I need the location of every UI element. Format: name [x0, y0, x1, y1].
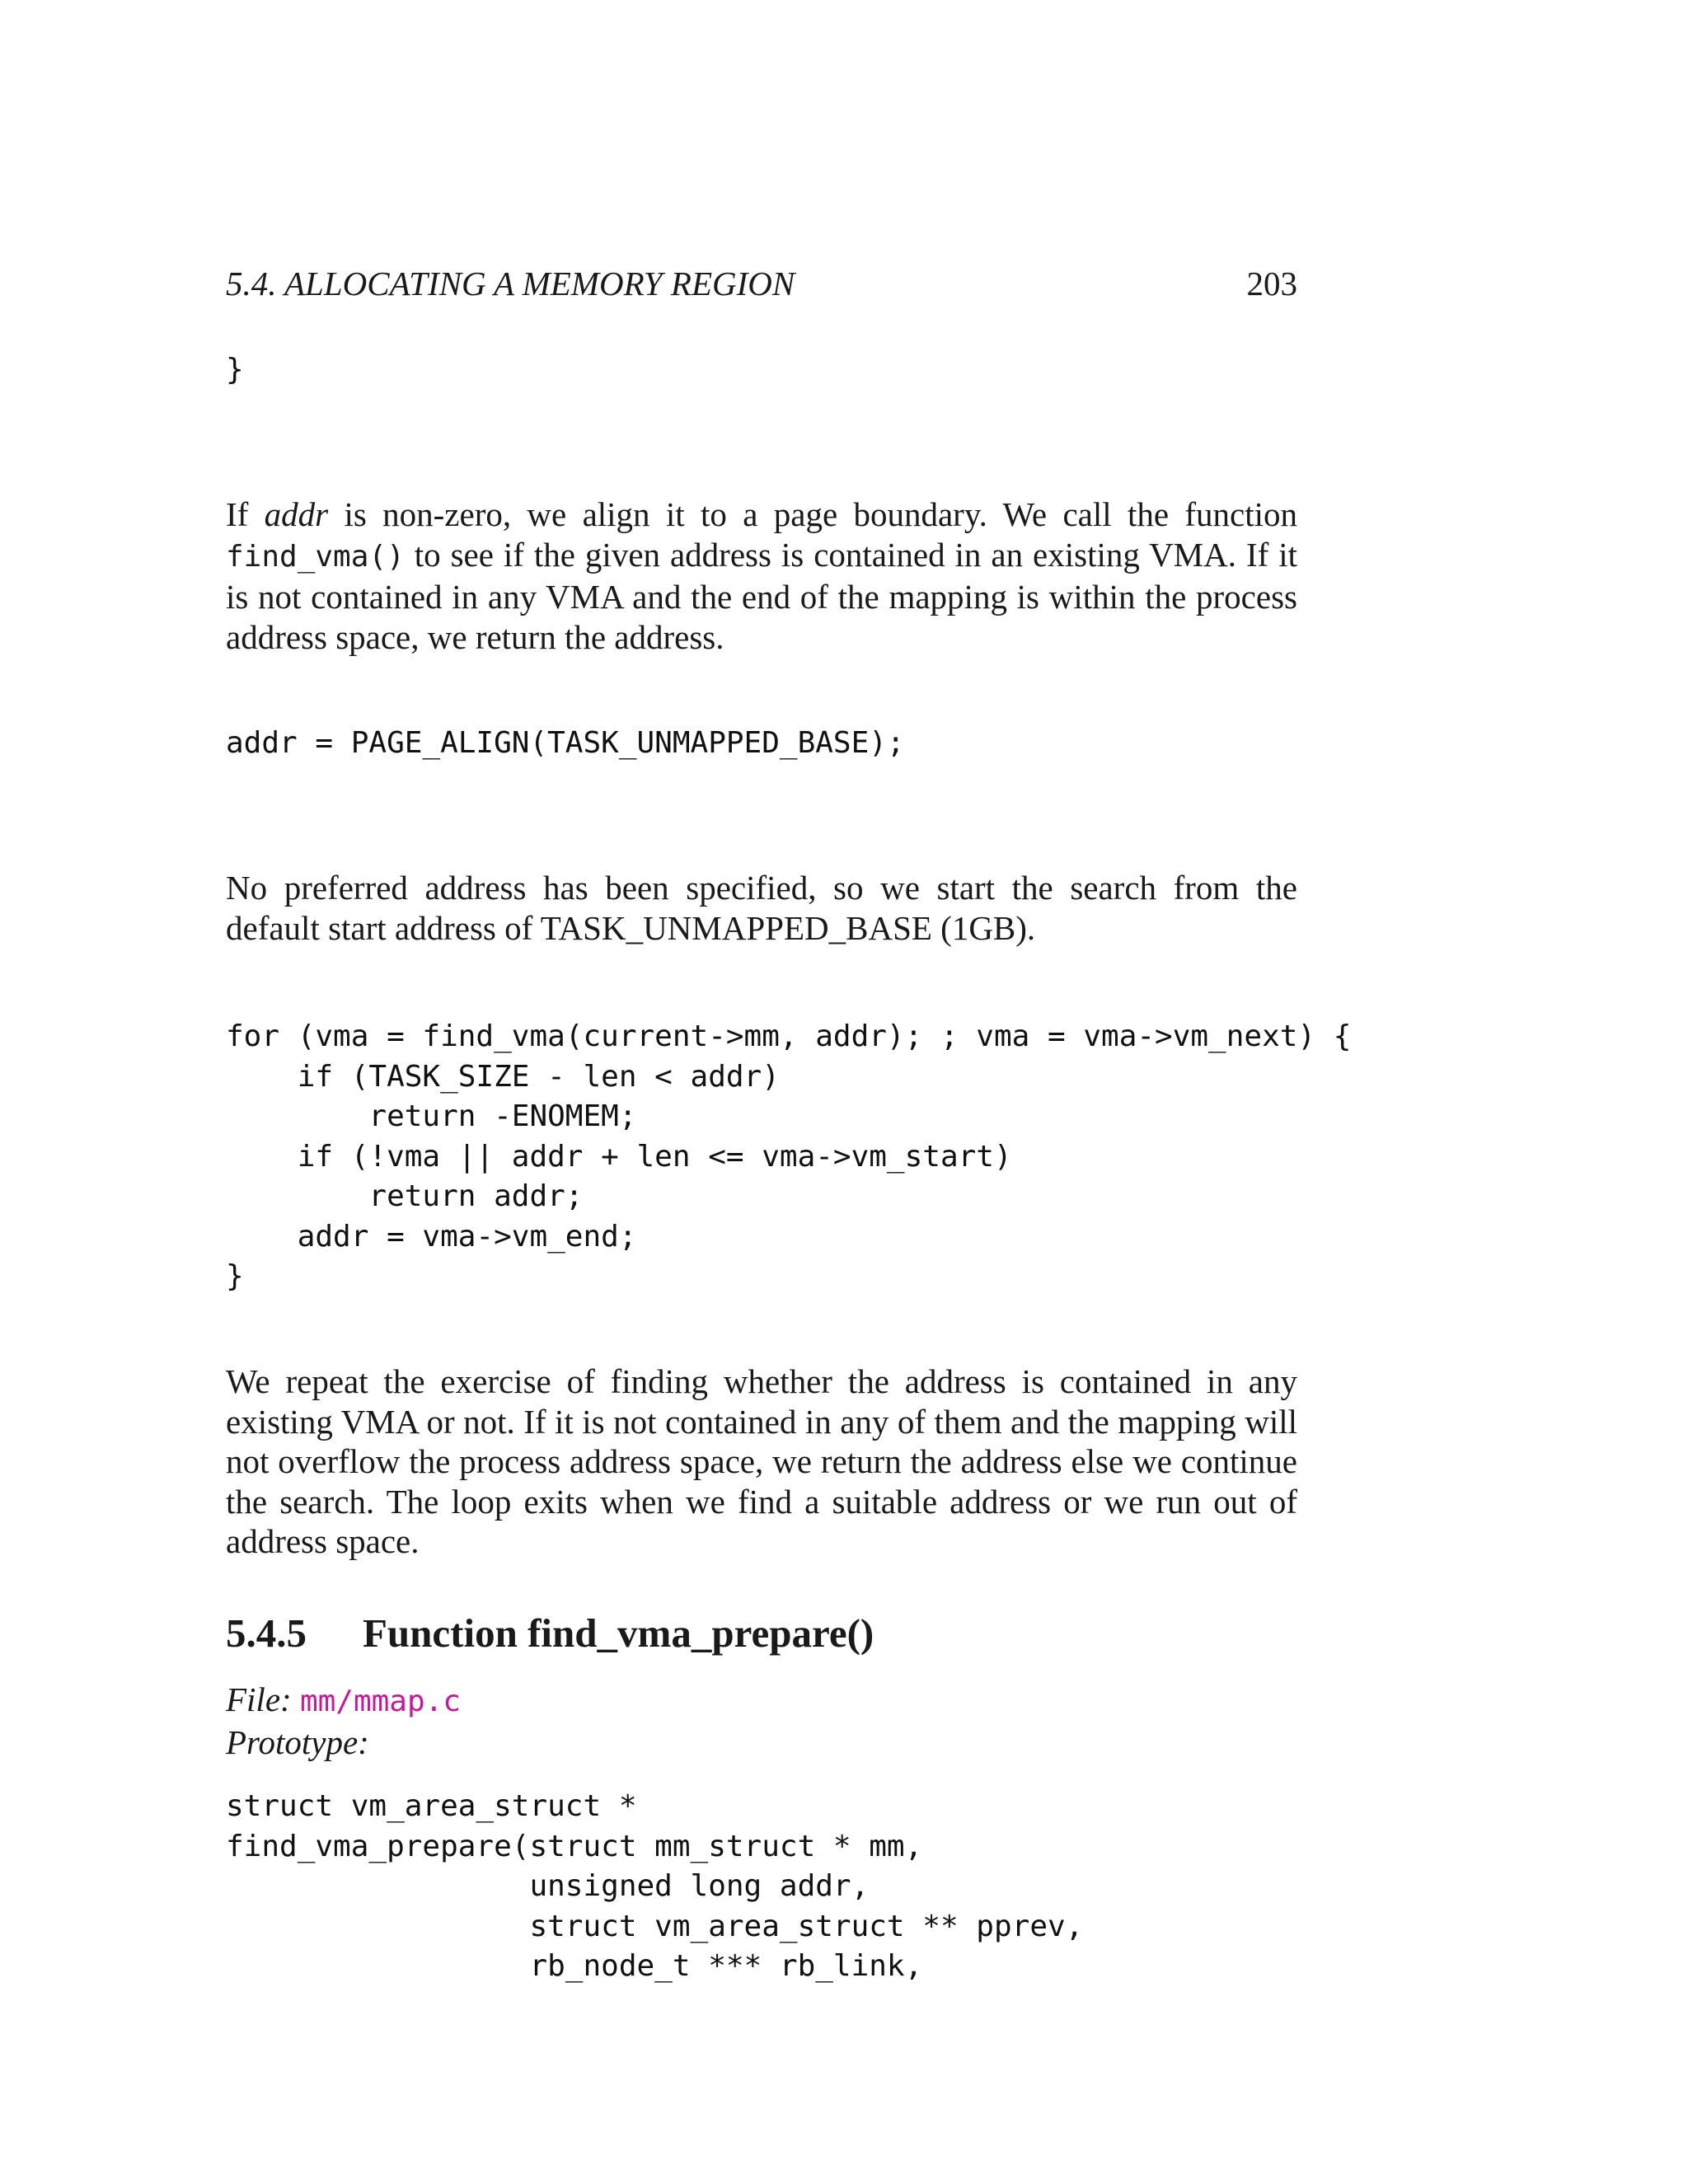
file-label: File: — [226, 1680, 292, 1718]
running-head — [226, 262, 1297, 305]
para-text-rest: to see if the given address is contained in an existing VMA. If it is not contained in any VMA and the end of the mapping is within the process address space, we return the address. — [226, 535, 1298, 656]
para-text: is non-zero, we align it to a page boundary. We call the function — [344, 495, 1298, 533]
var-addr: addr — [264, 495, 329, 533]
code-page-align: addr = PAGE_ALIGN(TASK_UNMAPPED_BASE); — [226, 726, 905, 760]
paragraph-addr-nonzero — [226, 494, 1297, 657]
page-number: 203 — [1246, 265, 1297, 302]
section-heading — [226, 1609, 1297, 1658]
running-head-title: 5.4. ALLOCATING A MEMORY REGION — [226, 265, 795, 302]
func-find-vma: find_vma() — [226, 539, 405, 574]
paragraph-preferred-address: No preferred address has been specified, so we start the search from the default start address of TASK_UNMAPPED_BASE (1GB). — [226, 869, 1297, 947]
para-word: If — [226, 495, 249, 533]
section-number: 5.4.5 — [226, 1610, 307, 1656]
file-info — [226, 1680, 1297, 1762]
code-closing-brace: } — [226, 353, 244, 387]
paragraph-repeat-exercise: We repeat the exercise of finding whether the address is contained in any existing VMA or not. If it is not contained in any of them and the mapping will not overflow the process address space, we return the address else we continue the search. The loop exits when we find a suitable address or we run out of address space. — [226, 1362, 1297, 1560]
file-path-link[interactable]: mm/mmap.c — [299, 1685, 462, 1718]
prototype-label: Prototype: — [226, 1722, 369, 1761]
section-title: Function find_vma_prepare() — [363, 1610, 874, 1656]
code-search-loop: for (vma = find_vma(current->mm, addr); ; vma = vma->vm_next) { if (TASK_SIZE - len < addr) return -ENOMEM; if (!vma || addr + len <= vma->vm_start) return addr; addr = vma->vm_end; } — [226, 1019, 1352, 1293]
code-prototype: struct vm_area_struct * find_vma_prepare(struct mm_struct * mm, unsigned long addr, struct vm_area_struct ** pprev, rb_node_t *** rb_link, — [226, 1789, 1084, 1983]
